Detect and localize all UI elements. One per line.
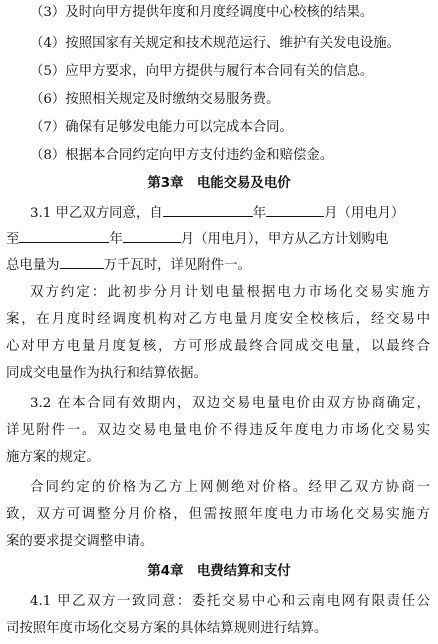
- obligation-6: （6）按照相关规定及时缴纳交易服务费。: [30, 92, 280, 107]
- total-energy-unit: 万千瓦时，详见附件一。: [103, 258, 251, 273]
- start-year-label: 年: [252, 206, 267, 221]
- clause-3-1-line-3: [6, 255, 430, 275]
- clause-4-1-line-1: 4.1 甲乙双方一致同意：委托交易中心和云南电网有限责任公: [30, 594, 430, 609]
- agreement-line-2: 案，在月度时经调度机构对乙方电量月度安全校核后，经交易中: [6, 312, 430, 327]
- clause-3-2-line-3: 施方案的规定。: [6, 450, 100, 465]
- end-prefix: 至: [6, 232, 20, 247]
- start-year-blank[interactable]: [163, 203, 253, 217]
- agreement-line-3: 心对甲方电量月度复核，方可形成最终合同成交电量，以最终合: [6, 339, 430, 354]
- total-energy-blank[interactable]: [60, 255, 104, 269]
- end-month-blank[interactable]: [123, 229, 181, 243]
- clause-3-1-line-2: [6, 229, 430, 249]
- price-line-2: 致，双方可调整分月价格，但需按照年度电力市场化交易实施方: [6, 507, 430, 522]
- end-month-label: 月（用电月），甲方从乙方计划购电: [180, 232, 389, 247]
- clause-3-2-line-1: 3.2 在本合同有效期内，双边交易电量电价由双方协商确定，: [30, 396, 430, 411]
- obligation-7: （7）确保有足够发电能力可以完成本合同。: [30, 120, 293, 135]
- agreement-line-4: 同成交电量作为执行和结算依据。: [6, 366, 207, 381]
- clause-3-1-prefix: 3.1 甲乙双方同意，自: [30, 206, 163, 221]
- price-line-3: 案的要求提交调整申请。: [6, 534, 154, 549]
- clause-3-1-line-1: [30, 203, 430, 223]
- agreement-line-1: 双方约定：此初步分月计划电量根据电力市场化交易实施方: [30, 285, 430, 300]
- chapter-4-heading: 第4章 电费结算和支付: [147, 564, 291, 579]
- obligation-5: （5）应甲方要求，向甲方提供与履行本合同有关的信息。: [30, 64, 374, 79]
- chapter-3-heading: 第3章 电能交易及电价: [147, 176, 291, 191]
- clause-3-2-line-2: 详见附件一。双边交易电量电价不得违反年度电力市场化交易实: [6, 423, 430, 438]
- total-energy-label: 总电量为: [6, 258, 60, 273]
- end-year-label: 年: [109, 232, 123, 247]
- obligation-8: （8）根据本合同约定向甲方支付违约金和赔偿金。: [30, 148, 334, 163]
- obligation-3: （3）及时向甲方提供年度和月度经调度中心校核的结果。: [30, 5, 374, 20]
- end-year-blank[interactable]: [19, 229, 109, 243]
- start-month-label: 月（用电月）: [324, 206, 405, 221]
- clause-4-1-line-2: 司按照年度市场化交易方案的具体结算规则进行结算。: [6, 621, 328, 636]
- price-line-1: 合同约定的价格为乙方上网侧绝对价格。经甲乙双方协商一: [30, 480, 430, 495]
- obligation-4: （4）按照国家有关规定和技术规范运行、维护有关发电设施。: [30, 36, 401, 51]
- start-month-blank[interactable]: [266, 203, 324, 217]
